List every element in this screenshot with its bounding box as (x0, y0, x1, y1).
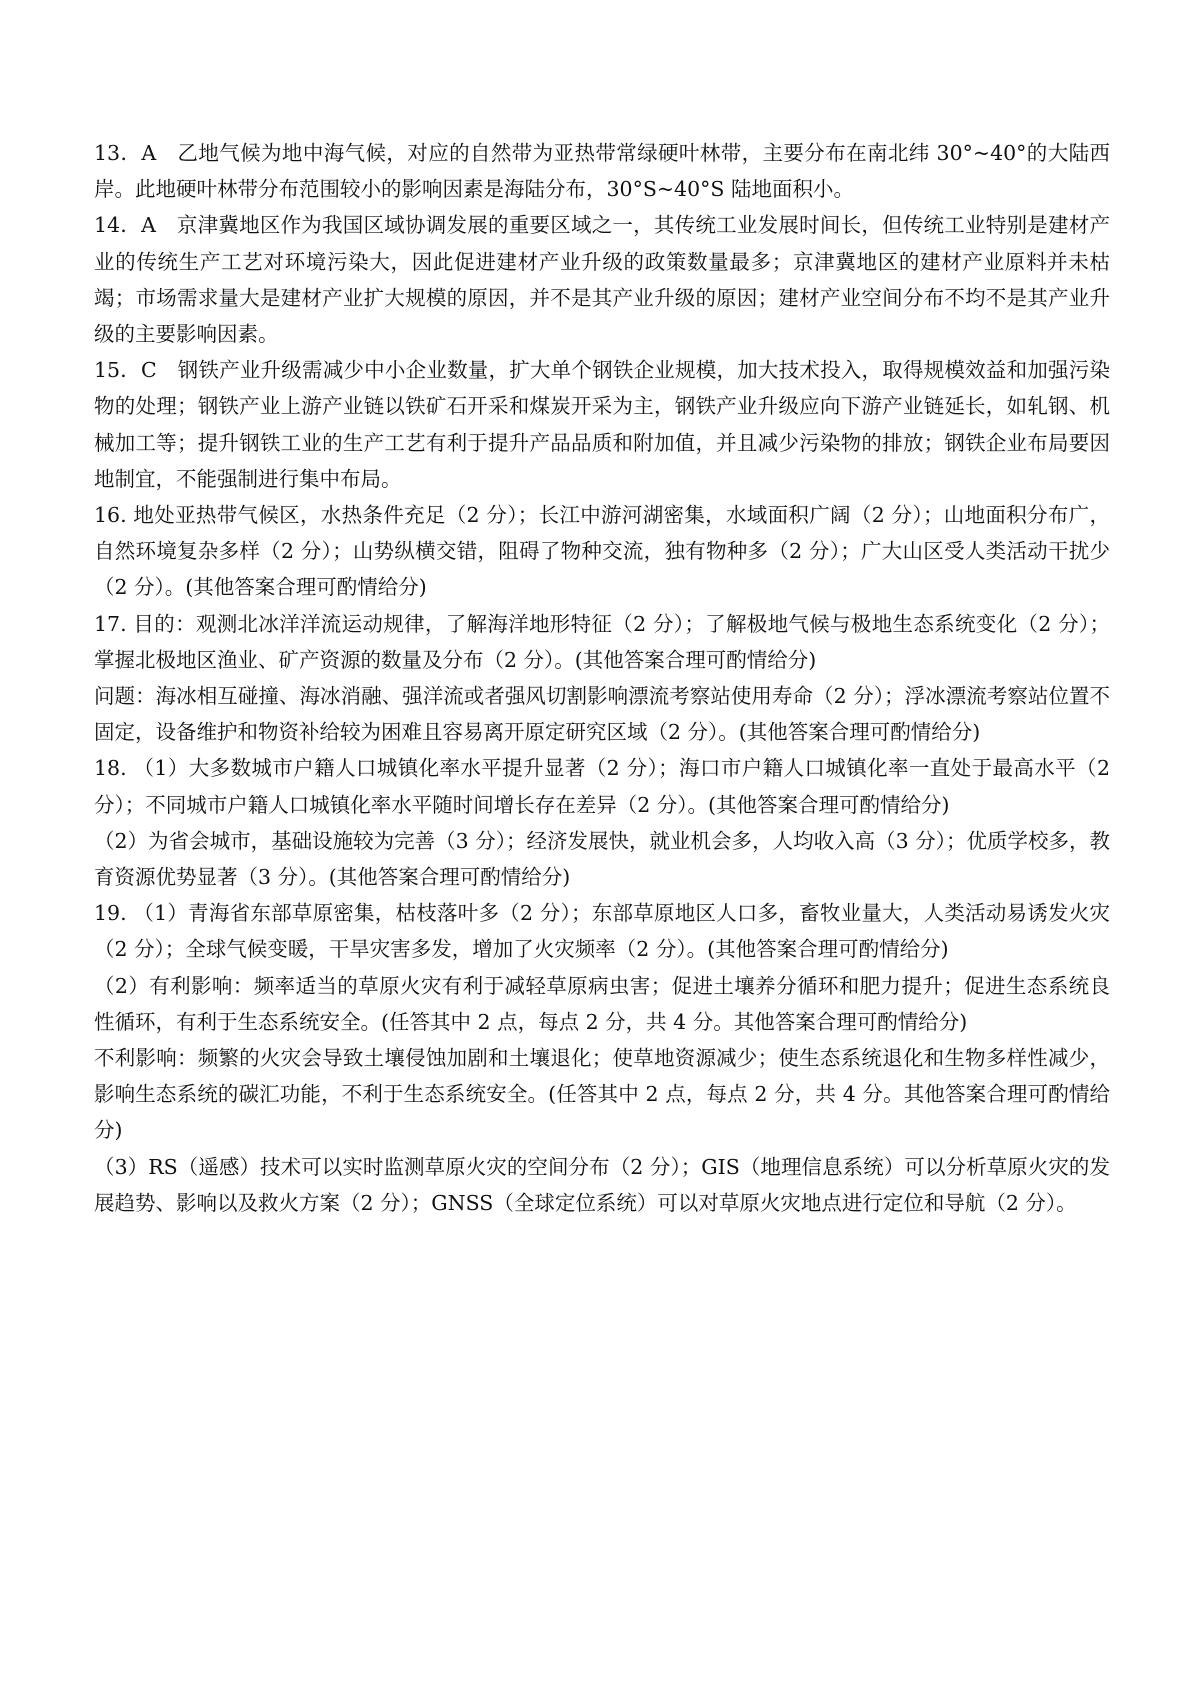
answer-18-part1: 18. （1）大多数城市户籍人口城镇化率水平提升显著（2 分）；海口市户籍人口城镇化率一直处于最高水平（2 分）；不同城市户籍人口城镇化率水平随时间增长存在差异（2 分）。(其他答案合理可酌情给分) (94, 756, 1117, 817)
answer-17-purpose: 17. 目的：观测北冰洋洋流运动规律，了解海洋地形特征（2 分）；了解极地气候与极地生态系统变化（2 分）；掌握北极地区渔业、矿产资源的数量及分布（2 分）。(其他答案合理可酌情给分) (94, 611, 1110, 672)
answer-document (94, 135, 1117, 1221)
answer-18-part2: （2）为省会城市，基础设施较为完善（3 分）；经济发展快，就业机会多，人均收入高（3 分）；优质学校多，教育资源优势显著（3 分）。(其他答案合理可酌情给分) (94, 828, 1110, 890)
answer-19-part2-benefits: （2）有利影响：频率适当的草原火灾有利于减轻草原病虫害；促进土壤养分循环和肥力提升；促进生态系统良性循环，有利于生态系统安全。(任答其中 2 点，每点 2 分，共 4 分。其他答案合理可酌情给分) (94, 973, 1110, 1034)
answer-13: 13．A 乙地气候为地中海气候，对应的自然带为亚热带常绿硬叶林带，主要分布在南北纬 30°~40°的大陆西岸。此地硬叶林带分布范围较小的影响因素是海陆分布，30°S~40°S 陆地面积小。 (94, 141, 1110, 202)
answer-19-part2-drawbacks: 不利影响：频繁的火灾会导致土壤侵蚀加剧和土壤退化；使草地资源减少；使生态系统退化和生物多样性减少，影响生态系统的碳汇功能，不利于生态系统安全。(任答其中 2 点，每点 2 分，共 4 分。其他答案合理可酌情给分) (94, 1046, 1110, 1143)
answer-17-problems: 问题：海冰相互碰撞、海冰消融、强洋流或者强风切割影响漂流考察站使用寿命（2 分）；浮冰漂流考察站位置不固定，设备维护和物资补给较为困难且容易离开原定研究区域（2 分）。(其他答案合理可酌情给分) (94, 684, 1110, 745)
answer-14: 14．A 京津冀地区作为我国区域协调发展的重要区域之一，其传统工业发展时间长，但传统工业特别是建材产业的传统生产工艺对环境污染大，因此促进建材产业升级的政策数量最多；京津冀地区的建材产业原料并未枯竭；市场需求量大是建材产业扩大规模的原因，并不是其产业升级的原因；建材产业空间分布不均不是其产业升级的主要影响因素。 (94, 213, 1110, 347)
answer-16: 16. 地处亚热带气候区，水热条件充足（2 分）；长江中游河湖密集，水域面积广阔（2 分）；山地面积分布广，自然环境复杂多样（2 分）；山势纵横交错，阻碍了物种交流，独有物种多（2 分）；广大山区受人类活动干扰少（2 分）。(其他答案合理可酌情给分) (94, 503, 1110, 600)
answer-19-part1: 19. （1）青海省东部草原密集，枯枝落叶多（2 分）；东部草原地区人口多，畜牧业量大，人类活动易诱发火灾（2 分）；全球气候变暖，干旱灾害多发，增加了火灾频率（2 分）。(其他答案合理可酌情给分) (94, 901, 1110, 962)
answer-15: 15．C 钢铁产业升级需减少中小企业数量，扩大单个钢铁企业规模，加大技术投入，取得规模效益和加强污染物的处理；钢铁产业上游产业链以铁矿石开采和煤炭开采为主，钢铁产业升级应向下游产业链延长，如轧钢、机械加工等；提升钢铁工业的生产工艺有利于提升产品品质和附加值，并且减少污染物的排放；钢铁企业布局要因地制宜，不能强制进行集中布局。 (94, 358, 1110, 491)
answer-19-part3: （3）RS（遥感）技术可以实时监测草原火灾的空间分布（2 分）；GIS（地理信息系统）可以分析草原火灾的发展趋势、影响以及救火方案（2 分）；GNSS（全球定位系统）可以对草原火灾地点进行定位和导航（2 分）。 (94, 1154, 1110, 1215)
